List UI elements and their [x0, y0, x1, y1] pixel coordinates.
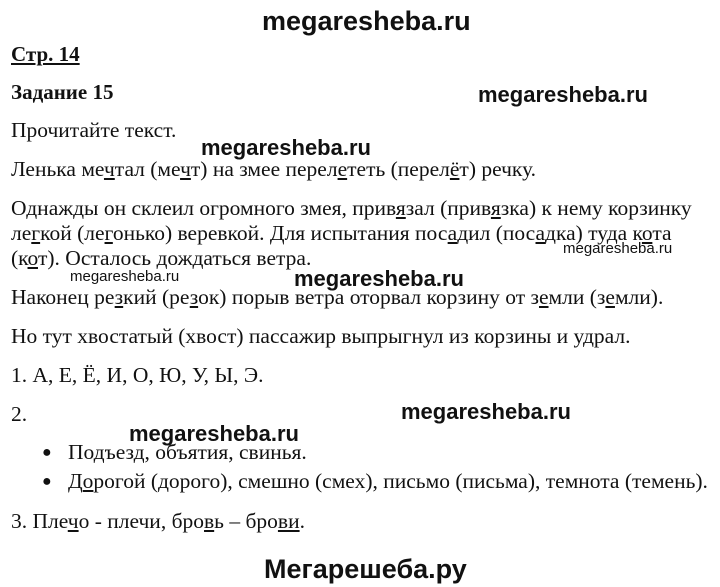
watermark-middle: megaresheba.ru: [201, 135, 371, 160]
answer-1: 1. А, Е, Ё, И, О, Ю, У, Ы, Э.: [11, 363, 264, 387]
text-line-2: Однажды он склеил огромного змея, привязал (привязка) к нему корзинку: [11, 196, 692, 220]
watermark-middle-2: megaresheba.ru: [294, 266, 464, 291]
text-line-1: Ленька мечтал (мечт) на змее перелететь (перелёт) речку.: [11, 157, 537, 181]
task-label: Задание 15: [11, 80, 114, 104]
watermark-bottom: Мегарешеба.ру: [264, 554, 467, 584]
page-label-text: Стр. 14: [11, 42, 80, 66]
intro-line: Прочитайте текст.: [11, 118, 177, 142]
answer-3: 3. Плечо - плечи, бровь – брови.: [11, 509, 305, 533]
text-line-5: Наконец резкий (резок) порыв ветра оторвал корзину от земли (земли).: [11, 285, 664, 309]
watermark-small-left: megaresheba.ru: [70, 268, 180, 285]
text-line-4: (кот). Осталось дождаться ветра.: [11, 246, 312, 270]
watermark-left-3: megaresheba.ru: [129, 421, 299, 446]
bullet-icon: ●: [42, 473, 52, 490]
bullet-item-2: Дорогой (дорого), смешно (смех), письмо (письма), темнота (темень).: [68, 469, 708, 493]
watermark-right: megaresheba.ru: [478, 82, 648, 107]
answer-2: 2.: [11, 402, 28, 426]
watermark-small-right: megaresheba.ru: [563, 240, 673, 257]
bullet-icon: ●: [42, 444, 52, 461]
bullet-item-1: Подъезд, объятия, свинья.: [68, 440, 307, 464]
watermark-right-2: megaresheba.ru: [401, 399, 571, 424]
text-line-6: Но тут хвостатый (хвост) пассажир выпрыгнул из корзины и удрал.: [11, 324, 631, 348]
text-line-3: легкой (легонько) веревкой. Для испытания посадил (посадка) туда кота: [11, 221, 672, 245]
watermark-top: megaresheba.ru: [262, 6, 471, 36]
page-label: [11, 42, 80, 67]
